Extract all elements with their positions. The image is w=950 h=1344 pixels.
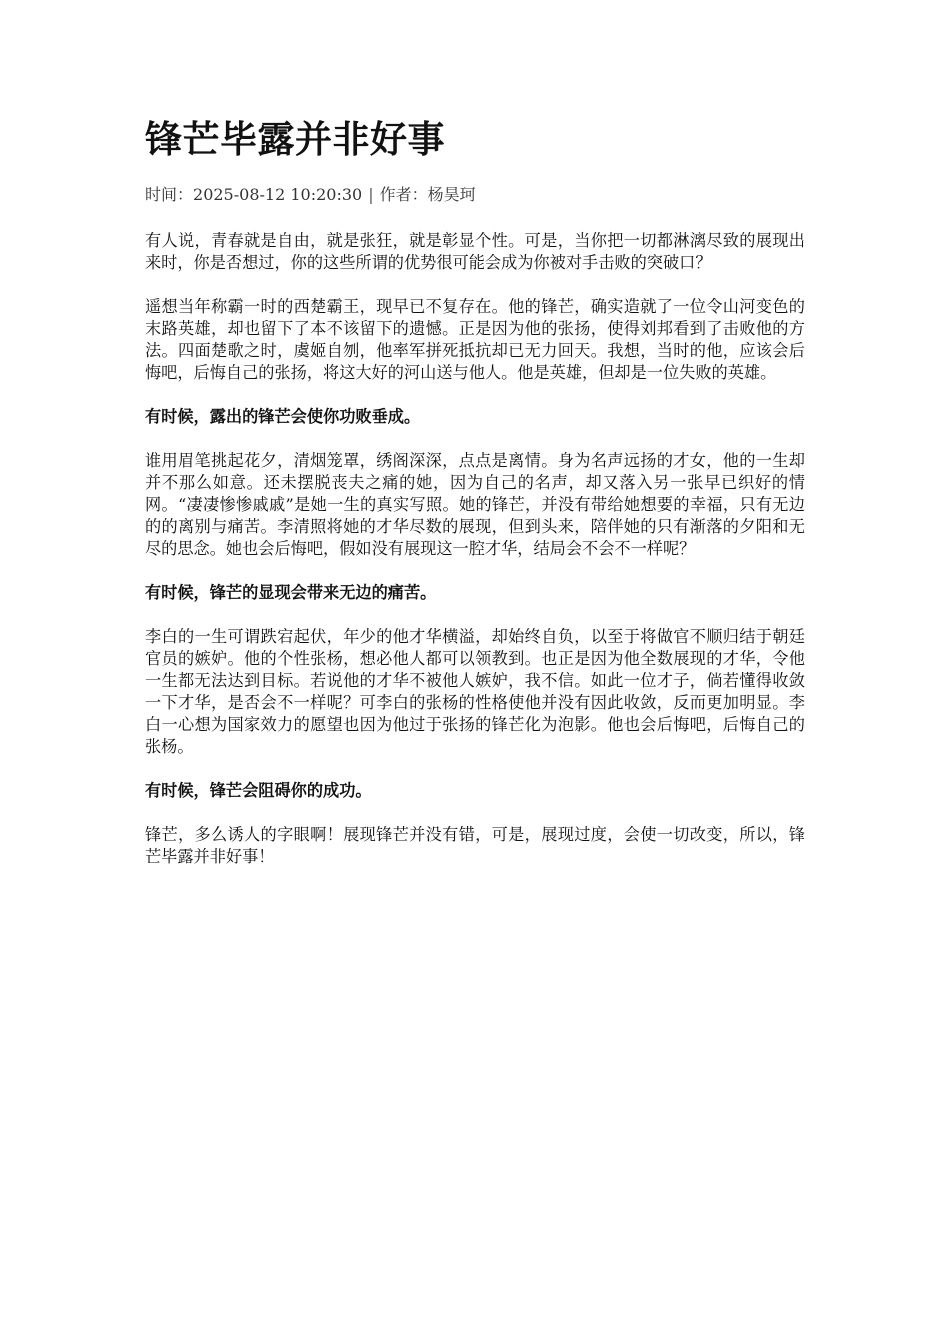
paragraph: 遥想当年称霸一时的西楚霸王，现早已不复存在。他的锋芒，确实造就了一位令山河变色的末路英雄，却也留下了本不该留下的遗憾。正是因为他的张扬，使得刘邦看到了击败他的方法。四面楚歌之时，虞姬自刎，他率军拼死抵抗却已无力回天。我想，当时的他，应该会后悔吧，后悔自己的张扬，将这大好的河山送与他人。他是英雄，但却是一位失败的英雄。 bbox=[145, 297, 805, 382]
paragraph: 李白的一生可谓跌宕起伏，年少的他才华横溢，却始终自负，以至于将做官不顺归结于朝廷官员的嫉妒。他的个性张杨，想必他人都可以领教到。也正是因为他全数展现的才华，令他一生都无法达到目标。若说他的才华不被他人嫉妒，我不信。如此一位才子，倘若懂得收敛一下才华，是否会不一样呢？可李白的张杨的性格使他并没有因此收敛，反而更加明显。李白一心想为国家效力的愿望也因为他过于张扬的锋芒化为泡影。他也会后悔吧，后悔自己的张杨。 bbox=[145, 627, 805, 756]
author-label: 作者： bbox=[379, 185, 428, 204]
author-value: 杨昊珂 bbox=[427, 185, 476, 204]
paragraph: 谁用眉笔挑起花夕，清烟笼罩，绣阁深深，点点是离情。身为名声远扬的才女，他的一生却并不那么如意。还未摆脱丧夫之痛的她，因为自己的名声，却又落入另一张早已织好的情网。“凄凄惨惨戚戚”是她一生的真实写照。她的锋芒，并没有带给她想要的幸福，只有无边的的离别与痛苦。李清照将她的才华尽数的展现，但到头来，陪伴她的只有渐落的夕阳和无尽的思念。她也会后悔吧，假如没有展现这一腔才华，结局会不会不一样呢？ bbox=[145, 451, 805, 558]
paragraph: 有人说，青春就是自由，就是张狂，就是彰显个性。可是，当你把一切都淋漓尽致的展现出来时，你是否想过，你的这些所谓的优势很可能会成为你被对手击败的突破口？ bbox=[145, 231, 805, 272]
paragraph: 锋芒，多么诱人的字眼啊！展现锋芒并没有错，可是，展现过度，会使一切改变，所以，锋芒毕露并非好事！ bbox=[145, 825, 805, 866]
meta-separator: | bbox=[368, 185, 374, 204]
section-heading: 有时候，露出的锋芒会使你功败垂成。 bbox=[145, 407, 421, 426]
article-title: 锋芒毕露并非好事 bbox=[145, 118, 445, 161]
article-content bbox=[145, 230, 805, 868]
time-value: 2025-08-12 10:20:30 bbox=[193, 185, 363, 204]
article-meta bbox=[145, 184, 805, 206]
time-label: 时间： bbox=[145, 185, 194, 204]
section-heading: 有时候，锋芒的显现会带来无边的痛苦。 bbox=[145, 583, 437, 602]
section-heading: 有时候，锋芒会阻碍你的成功。 bbox=[145, 781, 372, 800]
article bbox=[145, 112, 805, 890]
